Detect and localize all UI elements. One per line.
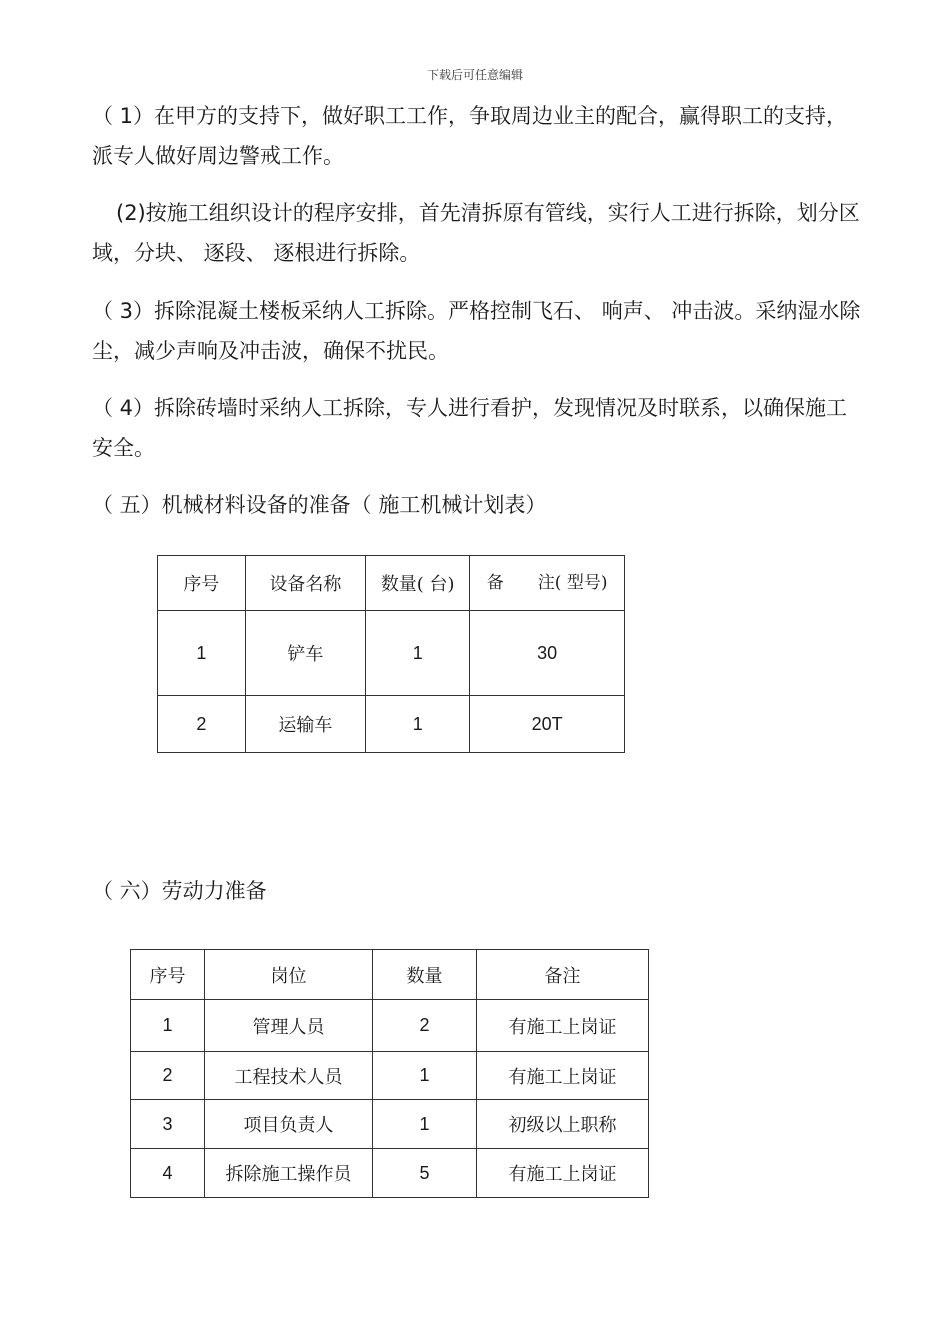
table-cell: 1 <box>131 1000 205 1052</box>
table-cell: 铲车 <box>245 611 366 696</box>
header-cell: 岗位 <box>205 950 373 1000</box>
table-cell: 有施工上岗证 <box>477 1000 649 1052</box>
table-row <box>131 1149 649 1198</box>
section-5-title: （ 五）机械材料设备的准备（ 施工机械计划表） <box>92 493 547 517</box>
paragraph-3: （ 3）拆除混凝土楼板采纳人工拆除。严格控制飞石、 响声、 冲击波。采纳湿水除尘，减少声响及冲击波，确保不扰民。 <box>92 299 861 363</box>
table-cell: 有施工上岗证 <box>477 1052 649 1100</box>
header-cell: 备 注( 型号) <box>470 556 625 611</box>
header-cell: 备注 <box>477 950 649 1000</box>
paragraph-1: （ 1）在甲方的支持下，做好职工工作，争取周边业主的配合，赢得职工的支持，派专人做好周边警戒工作。 <box>92 104 848 168</box>
header-cell: 数量( 台) <box>366 556 470 611</box>
table-cell: 拆除施工操作员 <box>205 1149 373 1198</box>
table-header-row <box>158 556 625 611</box>
table-cell: 4 <box>131 1149 205 1198</box>
table-cell: 管理人员 <box>205 1000 373 1052</box>
table-cell: 工程技术人员 <box>205 1052 373 1100</box>
table-cell: 3 <box>131 1100 205 1149</box>
table-cell: 项目负责人 <box>205 1100 373 1149</box>
header-cell: 数量 <box>373 950 477 1000</box>
table-row <box>158 696 625 753</box>
table-cell: 初级以上职称 <box>477 1100 649 1149</box>
table-cell: 1 <box>373 1052 477 1100</box>
table-cell: 1 <box>158 611 246 696</box>
table-cell: 1 <box>373 1100 477 1149</box>
table-cell: 1 <box>366 611 470 696</box>
equipment-table <box>157 555 625 753</box>
table-cell: 20T <box>470 696 625 753</box>
paragraph-2: (2)按施工组织设计的程序安排，首先清拆原有管线，实行人工进行拆除，划分区域，分块、 逐段、 逐根进行拆除。 <box>92 201 860 265</box>
page-header: 下载后可任意编辑 <box>426 68 523 82</box>
table-cell: 5 <box>373 1149 477 1198</box>
table-cell: 有施工上岗证 <box>477 1149 649 1198</box>
table-header-row <box>131 950 649 1000</box>
table-cell: 2 <box>158 696 246 753</box>
paragraph-4: （ 4）拆除砖墙时采纳人工拆除，专人进行看护，发现情况及时联系，以确保施工安全。 <box>92 396 848 460</box>
table-row <box>131 1052 649 1100</box>
table-cell: 1 <box>366 696 470 753</box>
table-row <box>158 611 625 696</box>
header-cell: 序号 <box>131 950 205 1000</box>
section-6-title: （ 六）劳动力准备 <box>92 879 267 903</box>
labor-table <box>130 949 649 1198</box>
table-cell: 运输车 <box>245 696 366 753</box>
table-cell: 30 <box>470 611 625 696</box>
header-cell: 设备名称 <box>245 556 366 611</box>
table-row <box>131 1100 649 1149</box>
table-row <box>131 1000 649 1052</box>
header-cell: 序号 <box>158 556 246 611</box>
table-cell: 2 <box>373 1000 477 1052</box>
table-cell: 2 <box>131 1052 205 1100</box>
